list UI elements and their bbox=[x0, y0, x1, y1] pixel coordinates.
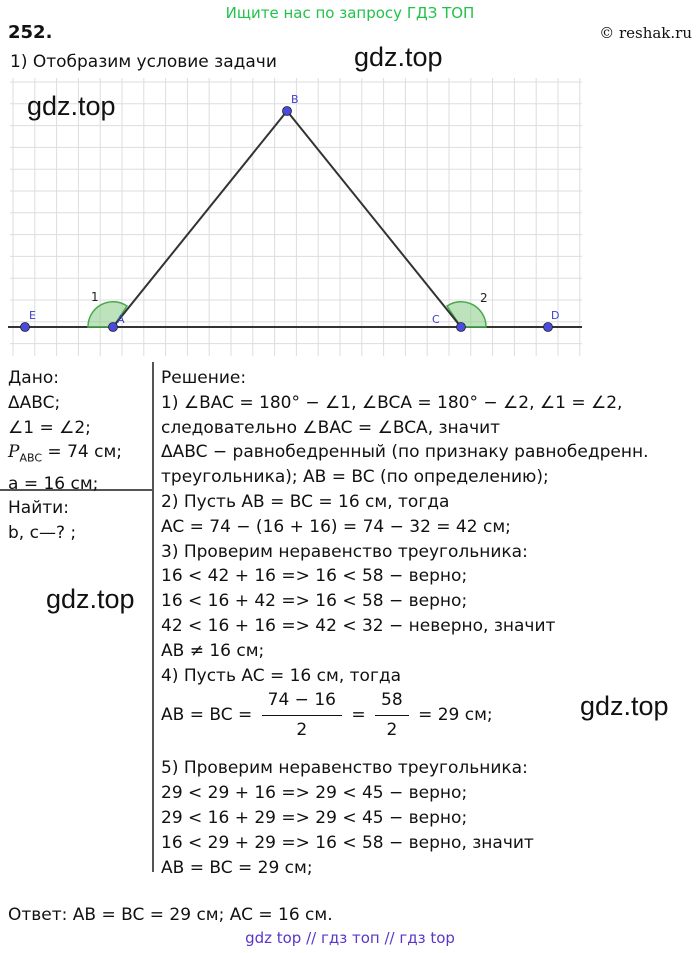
find-heading: Найти: bbox=[8, 498, 69, 519]
problem-number: 252. bbox=[8, 22, 53, 43]
find-line: b, c—? ; bbox=[8, 523, 77, 544]
fraction-1: $\frac{74 - 16}{2}$ bbox=[262, 688, 342, 743]
angle-2-label: 2 bbox=[480, 291, 488, 305]
solution-line: 16 < 29 + 29 => 16 < 58 − верно, значит bbox=[161, 832, 534, 853]
footer-links: gdz top // гдз топ // гдз top bbox=[245, 929, 455, 947]
solution-line: следовательно ∠BAC = ∠BCA, значит bbox=[161, 417, 501, 438]
solution-line: треугольника); AB = BC (по определению); bbox=[161, 467, 549, 488]
given-line: ∠1 = ∠2; bbox=[8, 417, 91, 438]
solution-line: 42 < 16 + 16 => 42 < 32 − неверно, значит bbox=[161, 615, 556, 636]
watermark: gdz.top bbox=[354, 42, 443, 72]
column-divider bbox=[152, 362, 154, 872]
top-banner: Ищите нас по запросу ГДЗ ТОП bbox=[225, 4, 475, 22]
solution-line: 4) Пусть AC = 16 см, тогда bbox=[161, 665, 402, 686]
step-one-caption: 1) Отобразим условие задачи bbox=[10, 52, 277, 72]
angle-2-arc bbox=[447, 302, 486, 327]
label-c: C bbox=[432, 313, 440, 326]
label-a: A bbox=[117, 313, 125, 326]
given-line: Дано: bbox=[8, 368, 59, 388]
copyright: © reshak.ru bbox=[599, 24, 692, 42]
point-b bbox=[283, 107, 292, 116]
solution-line: AB = BC = 29 см; bbox=[161, 857, 313, 878]
watermark: gdz.top bbox=[27, 91, 116, 121]
solution-line: 16 < 16 + 42 => 16 < 58 − верно; bbox=[161, 591, 468, 612]
solution-line: 29 < 29 + 16 => 29 < 45 − верно; bbox=[161, 783, 468, 804]
solution-line: 1) ∠BAC = 180° − ∠1, ∠BCA = 180° − ∠2, ∠1 = ∠2, bbox=[161, 392, 623, 413]
side-bc bbox=[287, 111, 461, 327]
given-perimeter: $P_{ABC} = 74$ см; bbox=[8, 442, 123, 465]
given-line: a = 16 см; bbox=[8, 473, 99, 494]
side-ab bbox=[113, 111, 287, 327]
fraction-equation: AB = BC = $\frac{74 - 16}{2}$ = $\frac{58}{2}$ = 29 см; bbox=[161, 688, 648, 756]
solution-line: 16 < 42 + 16 => 16 < 58 − верно; bbox=[161, 566, 468, 587]
angle-1-label: 1 bbox=[91, 290, 99, 304]
point-e bbox=[21, 323, 30, 332]
solution-line: 5) Проверим неравенство треугольника: bbox=[161, 758, 528, 779]
given-line: ΔABC; bbox=[8, 392, 61, 413]
watermark: gdz.top bbox=[46, 584, 135, 614]
answer-line: Ответ: AB = BC = 29 см; AC = 16 см. bbox=[8, 905, 333, 925]
label-e: E bbox=[29, 309, 36, 322]
watermark: gdz.top bbox=[580, 691, 669, 721]
solution-line: AC = 74 − (16 + 16) = 74 − 32 = 42 см; bbox=[161, 516, 511, 537]
given-block bbox=[8, 366, 122, 546]
label-d: D bbox=[551, 309, 560, 322]
solution-line: Решение: bbox=[161, 368, 247, 388]
fraction-2: $\frac{58}{2}$ bbox=[375, 688, 409, 743]
solution-line: 3) Проверим неравенство треугольника: bbox=[161, 541, 528, 562]
solution-line: AB ≠ 16 см; bbox=[161, 640, 265, 661]
solution-line: ΔABC − равнобедренный (по признаку равнобедренн. bbox=[161, 442, 649, 463]
point-c bbox=[457, 323, 466, 332]
solution-line: 29 < 16 + 29 => 29 < 45 − верно; bbox=[161, 807, 468, 828]
label-b: B bbox=[291, 93, 299, 106]
solution-block bbox=[161, 366, 648, 880]
point-d bbox=[544, 323, 553, 332]
solution-line: 2) Пусть AB = BC = 16 см, тогда bbox=[161, 491, 450, 512]
